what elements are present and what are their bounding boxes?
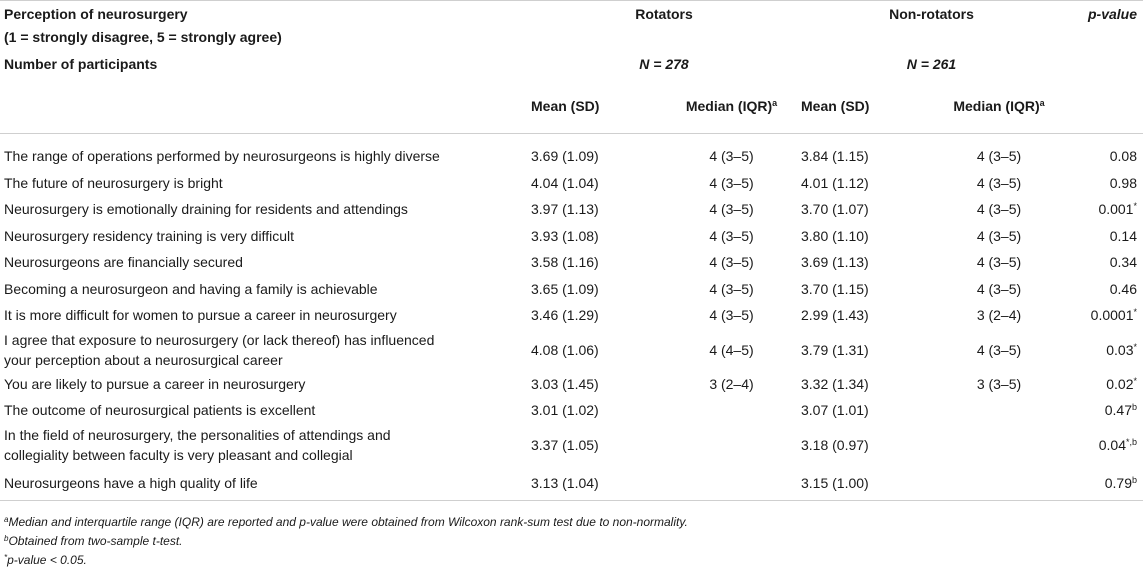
rotators-median: 4 (3–5) xyxy=(709,227,754,244)
rotators-mean: 4.04 (1.04) xyxy=(531,174,599,191)
nonrotators-median: 4 (3–5) xyxy=(976,201,1022,218)
header-row-groups xyxy=(0,3,1143,25)
rotators-median: 4 (4–5) xyxy=(709,341,754,358)
footnote-a-mark: a xyxy=(4,515,9,524)
nonrotators-mean: 3.70 (1.15) xyxy=(801,280,869,297)
p-value xyxy=(1062,466,1143,501)
nonrotators-median xyxy=(932,424,1062,466)
statement: You are likely to pursue a career in neurosurgery xyxy=(4,375,306,392)
footnote-b-text: Obtained from two-sample t-test. xyxy=(8,534,183,548)
p-value-sup: * xyxy=(1133,201,1137,212)
p-value-text: 0.001 xyxy=(1098,201,1134,218)
nonrotators-median: 3 (2–4) xyxy=(976,307,1022,324)
rotators-n xyxy=(527,49,797,79)
nonrotators-mean: 3.84 (1.15) xyxy=(801,148,869,165)
nonrotators-mean: 3.70 (1.07) xyxy=(801,201,869,218)
statement-line-1: I agree that exposure to neurosurgery (or lack thereof) has influenced xyxy=(4,331,435,348)
rotators-median-header-text: Median (IQR) xyxy=(685,98,773,114)
rotators-median: 4 (3–5) xyxy=(709,201,754,218)
p-value xyxy=(1062,371,1143,398)
footnote-star-mark: * xyxy=(4,553,8,562)
p-value xyxy=(1062,249,1143,276)
rotators-mean: 3.65 (1.09) xyxy=(531,280,599,297)
nonrotators-median-sup: a xyxy=(1039,98,1045,108)
perception-title: Perception of neurosurgery xyxy=(4,6,188,22)
rotators-median-sup: a xyxy=(772,98,778,108)
p-value-sup: * xyxy=(1133,375,1137,386)
p-value xyxy=(1062,424,1143,466)
nonrotators-mean: 2.99 (1.43) xyxy=(801,307,869,324)
table-row xyxy=(0,196,1143,223)
table-row xyxy=(0,223,1143,250)
footnote-b xyxy=(4,532,688,551)
p-value xyxy=(1062,276,1143,303)
p-value-text: 0.46 xyxy=(1109,280,1137,297)
p-value xyxy=(1062,170,1143,197)
p-value-sup: *,b xyxy=(1125,436,1137,447)
nonrotators-median: 4 (3–5) xyxy=(976,280,1022,297)
table-row xyxy=(0,466,1143,501)
nonrotators-mean-header: Mean (SD) xyxy=(797,79,932,134)
rotators-mean: 3.13 (1.04) xyxy=(527,466,662,501)
nonrotators-median xyxy=(932,397,1062,424)
group-rotators-label: Rotators xyxy=(635,6,693,22)
p-value xyxy=(1062,397,1143,424)
statement-line-1: In the field of neurosurgery, the personalities of attendings and xyxy=(4,426,391,443)
group-nonrotators-label: Non-rotators xyxy=(889,6,974,22)
table-row xyxy=(0,371,1143,398)
rotators-mean: 3.93 (1.08) xyxy=(531,227,599,244)
p-value-text: 0.14 xyxy=(1109,227,1137,244)
nonrotators-mean: 4.01 (1.12) xyxy=(801,174,869,191)
rotators-median-header xyxy=(662,79,797,134)
statement-line-2: collegiality between faculty is very pleasant and collegial xyxy=(4,446,353,463)
rotators-mean-header: Mean (SD) xyxy=(527,79,662,134)
header-row-participants xyxy=(0,49,1143,79)
rotators-median xyxy=(662,466,797,501)
rotators-mean: 3.46 (1.29) xyxy=(531,307,599,324)
nonrotators-median xyxy=(932,466,1062,501)
table-row xyxy=(0,424,1143,466)
nonrotators-n xyxy=(797,49,1062,79)
statement xyxy=(0,329,527,371)
p-value xyxy=(1062,302,1143,329)
rotators-mean: 3.37 (1.05) xyxy=(531,436,599,453)
statement xyxy=(0,424,527,466)
statement: Becoming a neurosurgeon and having a family is achievable xyxy=(4,280,378,297)
pvalue-header-text: p-value xyxy=(1087,6,1137,22)
p-value-sup: * xyxy=(1133,307,1137,318)
table-row xyxy=(0,329,1143,371)
rotators-n-text: N = 278 xyxy=(639,56,689,72)
statement: Neurosurgeons have a high quality of life xyxy=(0,466,527,501)
nonrotators-median: 4 (3–5) xyxy=(976,227,1022,244)
nonrotators-median: 4 (3–5) xyxy=(976,341,1022,358)
nonrotators-mean: 3.07 (1.01) xyxy=(801,402,869,419)
statement: The outcome of neurosurgical patients is excellent xyxy=(4,402,316,419)
footnote-star xyxy=(4,551,688,570)
p-value-text: 0.47 xyxy=(1104,402,1132,419)
rotators-median xyxy=(662,397,797,424)
p-value-sup: * xyxy=(1133,341,1137,352)
rotators-mean: 3.69 (1.09) xyxy=(531,148,599,165)
p-value-text: 0.79 xyxy=(1104,474,1132,491)
rotators-mean: 3.97 (1.13) xyxy=(531,201,599,218)
p-value-text: 0.02 xyxy=(1106,375,1134,392)
p-value xyxy=(1062,223,1143,250)
statement: The range of operations performed by neurosurgeons is highly diverse xyxy=(4,148,440,165)
nonrotators-median: 4 (3–5) xyxy=(976,148,1022,165)
rotators-mean: 3.58 (1.16) xyxy=(531,254,599,271)
p-value-text: 0.04 xyxy=(1098,436,1126,453)
nonrotators-mean: 3.15 (1.00) xyxy=(797,466,932,501)
nonrotators-mean: 3.79 (1.31) xyxy=(801,341,869,358)
p-value xyxy=(1062,196,1143,223)
rotators-median: 4 (3–5) xyxy=(709,280,754,297)
footnote-a xyxy=(4,513,688,532)
statement: The future of neurosurgery is bright xyxy=(4,174,223,191)
nonrotators-mean: 3.18 (0.97) xyxy=(801,436,869,453)
table-row xyxy=(0,143,1143,170)
rotators-median: 3 (2–4) xyxy=(709,375,754,392)
header-row-stats xyxy=(0,79,1143,134)
rotators-median: 4 (3–5) xyxy=(709,307,754,324)
p-value xyxy=(1062,143,1143,170)
participants-label: Number of participants xyxy=(4,56,158,72)
nonrotators-median: 4 (3–5) xyxy=(976,254,1022,271)
rotators-median xyxy=(662,424,797,466)
rotators-median: 4 (3–5) xyxy=(709,174,754,191)
table-row xyxy=(0,276,1143,303)
p-value-text: 0.98 xyxy=(1109,174,1137,191)
footnote-star-text: p-value < 0.05. xyxy=(7,553,87,567)
rotators-median: 4 (3–5) xyxy=(709,254,754,271)
scale-note: (1 = strongly disagree, 5 = strongly agree) xyxy=(4,29,282,45)
p-value-text: 0.0001 xyxy=(1090,307,1134,324)
nonrotators-median-header-text: Median (IQR) xyxy=(953,98,1040,114)
p-value-sup: b xyxy=(1131,474,1137,485)
table-row xyxy=(0,397,1143,424)
footnote-b-mark: b xyxy=(4,534,9,543)
nonrotators-mean: 3.80 (1.10) xyxy=(801,227,869,244)
p-value xyxy=(1062,329,1143,371)
nonrotators-n-text: N = 261 xyxy=(906,56,957,72)
rotators-mean: 3.01 (1.02) xyxy=(531,402,599,419)
rotators-mean: 3.03 (1.45) xyxy=(531,375,599,392)
perception-table xyxy=(0,3,1143,501)
statement: It is more difficult for women to pursue a career in neurosurgery xyxy=(4,307,397,324)
rotators-median: 4 (3–5) xyxy=(709,148,754,165)
nonrotators-median-header xyxy=(932,79,1062,134)
p-value-text: 0.34 xyxy=(1109,254,1137,271)
statement: Neurosurgery residency training is very difficult xyxy=(4,227,294,244)
top-rule xyxy=(0,0,1143,1)
footnote-a-text: Median and interquartile range (IQR) are reported and p-value were obtained from Wilcoxon rank-sum test due to non-normality. xyxy=(8,515,688,529)
table-row xyxy=(0,249,1143,276)
table-row xyxy=(0,170,1143,197)
statement: Neurosurgery is emotionally draining for residents and attendings xyxy=(4,201,408,218)
statement-line-2: your perception about a neurosurgical career xyxy=(4,351,283,368)
nonrotators-median: 3 (3–5) xyxy=(976,375,1022,392)
table-row xyxy=(0,302,1143,329)
statement: Neurosurgeons are financially secured xyxy=(4,254,243,271)
rotators-mean: 4.08 (1.06) xyxy=(531,341,599,358)
p-value-text: 0.08 xyxy=(1109,148,1137,165)
p-value-sup: b xyxy=(1131,402,1137,413)
nonrotators-mean: 3.32 (1.34) xyxy=(801,375,869,392)
footnotes xyxy=(4,513,688,570)
header-row-scale xyxy=(0,25,1143,49)
p-value-text: 0.03 xyxy=(1106,341,1134,358)
nonrotators-median: 4 (3–5) xyxy=(976,174,1022,191)
nonrotators-mean: 3.69 (1.13) xyxy=(801,254,869,271)
pvalue-header xyxy=(1062,3,1143,25)
